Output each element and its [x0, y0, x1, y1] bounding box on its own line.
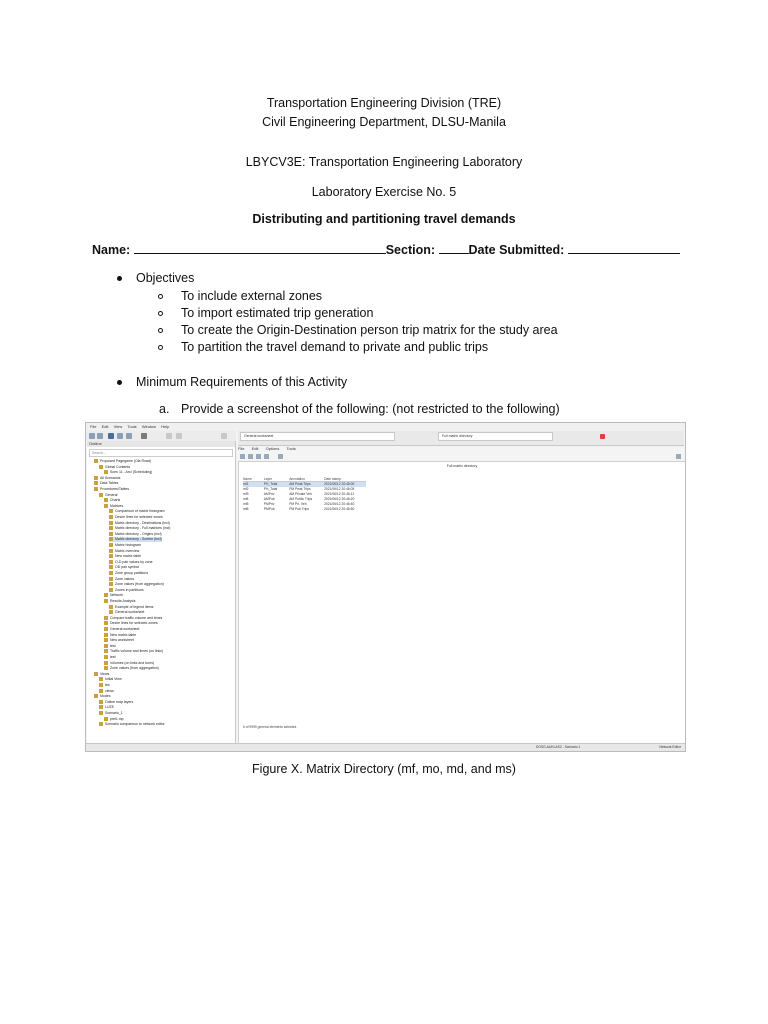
folder-icon [109, 577, 113, 581]
table-cell: mf1 [243, 482, 264, 488]
tree-item[interactable] [109, 605, 153, 610]
folder-icon [109, 588, 113, 592]
folder-icon [104, 638, 108, 642]
home-icon[interactable] [89, 433, 95, 439]
requirement-a: Provide a screenshot of the following: (not restricted to the following) [181, 402, 560, 416]
tree-item[interactable] [109, 610, 144, 615]
folder-icon [109, 515, 113, 519]
tree-item[interactable] [104, 599, 135, 604]
objective-bullet-1 [158, 294, 163, 299]
tree-item[interactable] [104, 621, 158, 626]
tree-item-label: Views [100, 671, 110, 676]
tree-item-label: LUZE [105, 705, 114, 710]
settings-icon[interactable] [676, 454, 681, 459]
tree-item-label: Desire lines for selected zones [110, 621, 158, 626]
division-line: Transportation Engineering Division (TRE) [266, 96, 502, 110]
figure-caption: Figure X. Matrix Directory (mf, mo, md, and ms) [252, 762, 516, 776]
redo-icon[interactable] [176, 433, 182, 439]
tree-item-label: Scenario_1 [105, 711, 123, 715]
folder-icon [109, 537, 113, 541]
folder-icon [94, 487, 98, 491]
section-blank [439, 242, 469, 254]
tree-item-label: All Scenarios [100, 475, 121, 480]
tree-item[interactable] [104, 593, 123, 598]
tree-item[interactable] [104, 717, 124, 722]
table-cell: PH_Total [263, 487, 278, 491]
tree-item[interactable] [109, 515, 163, 520]
requirements-bullet [117, 380, 122, 385]
tree-item[interactable] [99, 493, 117, 498]
tree-item[interactable] [94, 481, 118, 486]
window-menubar [238, 446, 302, 451]
tab-general-worksheet[interactable]: General worksheet [240, 432, 395, 441]
folder-icon [99, 700, 103, 704]
tree-item[interactable] [99, 689, 114, 694]
tree-item[interactable] [104, 638, 134, 643]
tree-item[interactable] [104, 470, 152, 475]
folder-icon [109, 509, 113, 513]
folder-icon [104, 470, 108, 474]
folder-icon [104, 649, 108, 653]
refresh-icon[interactable] [97, 433, 103, 439]
tab-bar [238, 431, 684, 446]
folder-icon [104, 655, 108, 659]
selection-status: 6 of 9999 general elements selected. [243, 725, 298, 729]
tree-item[interactable] [94, 476, 120, 481]
tree-item-label: Global Contents [105, 464, 131, 469]
tree-item-label: Zone group partitions [115, 571, 149, 575]
folder-icon [109, 521, 113, 525]
folder-icon [109, 549, 113, 553]
tree-item[interactable] [99, 711, 123, 716]
tree-item-label: Desire lines for selected zones [115, 515, 163, 519]
tree-item-label: Matrix directory - Destinations (incl) [115, 520, 170, 525]
tree-item-label: tes [105, 683, 110, 687]
folder-icon [109, 571, 113, 575]
tree-item-label: New matrix table [110, 632, 137, 637]
tree-item-label: General worksheet [110, 627, 140, 631]
folder-icon [109, 526, 113, 530]
folder-icon [99, 683, 103, 687]
table-cell: mf2 [243, 487, 249, 491]
folder-icon [109, 565, 113, 569]
table-cell: mf6 [243, 507, 249, 511]
new-icon[interactable] [240, 454, 245, 459]
folder-icon [104, 616, 108, 620]
folder-icon [99, 705, 103, 709]
tree-item-label: Matrix directory - Origins (incl) [115, 531, 162, 536]
tree-item-label: Zones in partitions [115, 587, 144, 592]
folder-icon [99, 677, 103, 681]
folder-icon [94, 476, 98, 480]
document-title: Distributing and partitioning travel demands [252, 212, 516, 226]
tree-item[interactable] [109, 526, 170, 531]
tree-item-label: Proposed Pagegame (Ola Road) [100, 459, 151, 463]
menu-file[interactable]: File [90, 424, 97, 429]
table-cell: PM Pub Trips [289, 507, 309, 511]
tree-item[interactable] [109, 549, 139, 554]
folder-icon [109, 605, 113, 609]
outline-search-input[interactable]: Search... [89, 449, 233, 457]
tree-item[interactable] [104, 498, 120, 503]
department-line: Civil Engineering Department, DLSU-Manila [262, 115, 506, 129]
folder-icon [109, 560, 113, 564]
close-icon[interactable] [600, 434, 605, 439]
tree-item-label: New matrix table [115, 554, 142, 559]
date-blank [568, 242, 680, 254]
objective-1: To include external zones [181, 289, 323, 303]
undo-icon[interactable] [166, 433, 172, 439]
column-header-date[interactable]: Date stamp [324, 476, 366, 482]
folder-icon [104, 621, 108, 625]
name-label: Name: [92, 243, 131, 257]
tree-item-label: Network [110, 593, 123, 598]
tree-item-label: test [110, 655, 116, 659]
tree-item[interactable] [109, 521, 170, 526]
outline-title: Outline [87, 441, 235, 447]
tree-item[interactable] [94, 487, 129, 492]
tree-item-label: O-D pair values by zone [115, 559, 153, 564]
tree-item[interactable] [109, 588, 144, 593]
tree-item-label: General [105, 492, 118, 497]
table-row[interactable] [243, 507, 366, 512]
tree-item[interactable] [99, 683, 110, 688]
tree-item-label: test [110, 643, 116, 648]
tree-item-label: Charts [110, 498, 121, 503]
tree-item[interactable] [109, 509, 165, 514]
tree-item[interactable] [109, 543, 141, 548]
tree-item-label: Initial View [105, 677, 122, 682]
objective-3: To create the Origin-Destination person trip matrix for the study area [181, 323, 558, 337]
tree-item-label: Scenario comparison to network editor [105, 722, 165, 727]
tree-item[interactable] [99, 722, 165, 727]
tree-item-label: Zone values [115, 576, 135, 581]
tree-item-label: Procedures/Tables [100, 487, 129, 491]
student-info-line [92, 242, 680, 257]
folder-icon [109, 610, 113, 614]
tree-item-label: Results Analysis [110, 599, 136, 603]
tree-item[interactable] [94, 672, 109, 677]
tree-item-label: prel1.mp [110, 716, 124, 721]
tree-item[interactable] [104, 655, 116, 660]
filter-icon[interactable] [278, 454, 283, 459]
tree-item[interactable] [104, 627, 139, 632]
tree-item[interactable] [109, 532, 162, 537]
folder-icon [104, 599, 108, 603]
editor-status[interactable]: Network Editor [659, 745, 681, 749]
menu-window[interactable]: Window [141, 424, 157, 429]
tree-item[interactable] [109, 577, 134, 582]
tree-item-label: Scen 11 - ArcI (Scheduling) [110, 470, 153, 475]
table-cell: AM Private Veh [289, 492, 312, 496]
tree-item-label: Zone values (from aggregation) [115, 582, 164, 587]
table-icon[interactable] [256, 454, 261, 459]
tree-item-label: Compare traffic volume and times [110, 615, 163, 620]
tree-item[interactable] [104, 661, 154, 666]
tree-item[interactable] [104, 504, 123, 509]
table-cell: 2021/06/12 20:46:05 [324, 487, 355, 491]
tree-item-label: Online map layers [105, 699, 134, 704]
objective-bullet-2 [158, 311, 163, 316]
tree-item-label: Data Tables [100, 481, 119, 486]
tree-item-label: General worksheet [115, 610, 145, 615]
tree-item-label: OD pair symbol [115, 565, 140, 570]
tree-item-label: New worksheet [110, 638, 134, 643]
tree-item[interactable] [99, 705, 114, 710]
folder-icon [104, 627, 108, 631]
column-header-annotation[interactable]: Annotation [289, 476, 324, 482]
folder-icon [104, 633, 108, 637]
folder-icon [104, 504, 108, 508]
tree-item-label: Matrix directory - Screen (incl) [115, 537, 162, 542]
tree-item-label: Traffic volume and times (on links) [110, 649, 164, 654]
table-cell: 2021/06/12 20:46:20 [324, 497, 355, 501]
window-menu-file[interactable]: File [238, 446, 245, 451]
tree-item[interactable] [99, 677, 122, 682]
folder-icon [99, 689, 103, 693]
column-header-name[interactable]: Name [243, 476, 264, 482]
menu-tools[interactable]: Tools [127, 424, 137, 429]
tree-item[interactable] [109, 565, 139, 570]
tree-item[interactable] [109, 537, 162, 542]
folder-icon [104, 661, 108, 665]
folder-icon [104, 644, 108, 648]
folder-icon [109, 554, 113, 558]
tree-item-label: Zone values (from aggregation) [110, 666, 159, 671]
table-cell: AMPub [263, 497, 275, 501]
menu-view[interactable]: View [113, 424, 123, 429]
print-icon[interactable] [264, 454, 269, 459]
table-cell: mf4 [243, 497, 249, 501]
tree-item[interactable] [104, 649, 163, 654]
window-menu-options[interactable]: Options [265, 446, 280, 451]
open-icon[interactable] [117, 433, 123, 439]
tree-item-label: Matrices [110, 503, 124, 508]
save-icon[interactable] [108, 433, 114, 439]
outline-panel [87, 441, 236, 750]
tree-item[interactable] [104, 633, 136, 638]
table-cell: PM Peak Trips [289, 487, 311, 491]
objective-bullet-3 [158, 328, 163, 333]
folder-icon [104, 498, 108, 502]
table-cell: PMPriv [263, 502, 275, 506]
tree-item-label: Comparison of matrix histogram [115, 509, 165, 514]
tree-item[interactable] [109, 582, 164, 587]
tree-item-label: Matrix histogram [115, 543, 141, 547]
window-menu-edit[interactable]: Edit [251, 446, 259, 451]
exercise-line: Laboratory Exercise No. 5 [311, 185, 457, 199]
folder-icon [94, 672, 98, 676]
matrix-table [243, 476, 366, 512]
objective-2: To import estimated trip generation [181, 306, 374, 320]
folder-icon [99, 493, 103, 497]
course-line: LBYCV3E: Transportation Engineering Laboratory [245, 155, 523, 169]
table-cell: AMPriv [263, 492, 275, 496]
copy-icon[interactable] [248, 454, 253, 459]
section-label: Section: [385, 243, 436, 257]
folder-icon [94, 694, 98, 698]
tree-item-label: views [105, 688, 114, 693]
tree-item-label: Matrix directory - Full matrices (incl) [115, 526, 171, 531]
table-cell: mf5 [243, 502, 249, 506]
tree-item-label: Volumes (on links and turns) [110, 660, 155, 665]
table-cell: PMPub [263, 507, 275, 511]
folder-icon [104, 717, 108, 721]
requirements-heading: Minimum Requirements of this Activity [136, 375, 348, 389]
folder-icon [109, 532, 113, 536]
tree-item[interactable] [104, 644, 116, 649]
table-cell: 2021/06/12 20:46:50 [324, 507, 355, 511]
folder-icon [99, 722, 103, 726]
tree-item-label: Matrix overview [115, 548, 140, 553]
table-cell: 2021/06/12 20:46:40 [324, 502, 355, 506]
objective-4: To partition the travel demand to private and public trips [181, 340, 489, 354]
layout-icon[interactable] [221, 433, 227, 439]
table-cell: AM Public Trips [289, 497, 313, 501]
tree-item[interactable] [109, 571, 148, 576]
table-cell: 2021/06/12 20:45:00 [324, 482, 366, 488]
app-statusbar [86, 743, 685, 751]
app-menubar [86, 423, 685, 431]
table-cell: mf3 [243, 492, 249, 496]
table-cell: AM Peak Trips [289, 482, 324, 488]
tree-item[interactable] [99, 465, 130, 470]
table-cell: 2021/06/12 20:46:12 [324, 492, 355, 496]
tree-item[interactable] [109, 560, 153, 565]
tree-item[interactable] [109, 554, 141, 559]
menu-edit[interactable]: Edit [101, 424, 109, 429]
tree-item[interactable] [94, 694, 111, 699]
folder-icon [104, 593, 108, 597]
name-blank [134, 242, 386, 254]
tree-item[interactable] [94, 459, 151, 464]
tree-item[interactable] [104, 666, 159, 671]
folder-icon [99, 711, 103, 715]
objective-bullet-4 [158, 345, 163, 350]
requirement-marker: a. [159, 402, 170, 416]
tab-full-matrix-directory[interactable]: Full matrix directory [438, 432, 553, 441]
scenario-status: DOSG-AUKLAS2 - Scenario 1 [536, 745, 581, 749]
column-header-layer[interactable]: Layer [264, 476, 289, 482]
tree-item-label: Modes [100, 694, 111, 699]
folder-icon [109, 543, 113, 547]
folder-icon [104, 666, 108, 670]
matrix-directory-view [238, 461, 686, 746]
folder-icon [94, 481, 98, 485]
grid-icon[interactable] [126, 433, 132, 439]
software-screenshot [85, 422, 686, 752]
window-toolbar [238, 453, 684, 461]
menu-help[interactable]: Help [161, 424, 170, 429]
tree-item[interactable] [99, 700, 133, 705]
folder-icon [99, 465, 103, 469]
folder-icon [94, 459, 98, 463]
tree-item-label: Example of legend items [115, 604, 154, 609]
calendar-icon[interactable] [141, 433, 147, 439]
objectives-heading: Objectives [136, 271, 195, 285]
folder-icon [109, 582, 113, 586]
table-cell: PM Pri. Veh [289, 502, 307, 506]
table-cell: PH_Total [264, 482, 289, 488]
date-label: Date Submitted: [468, 243, 565, 257]
window-menu-tools[interactable]: Tools [286, 446, 296, 451]
tree-item[interactable] [104, 616, 162, 621]
app-toolbar [86, 431, 236, 441]
objectives-bullet [117, 276, 122, 281]
matrix-directory-title: Full matrix directory [446, 464, 478, 468]
